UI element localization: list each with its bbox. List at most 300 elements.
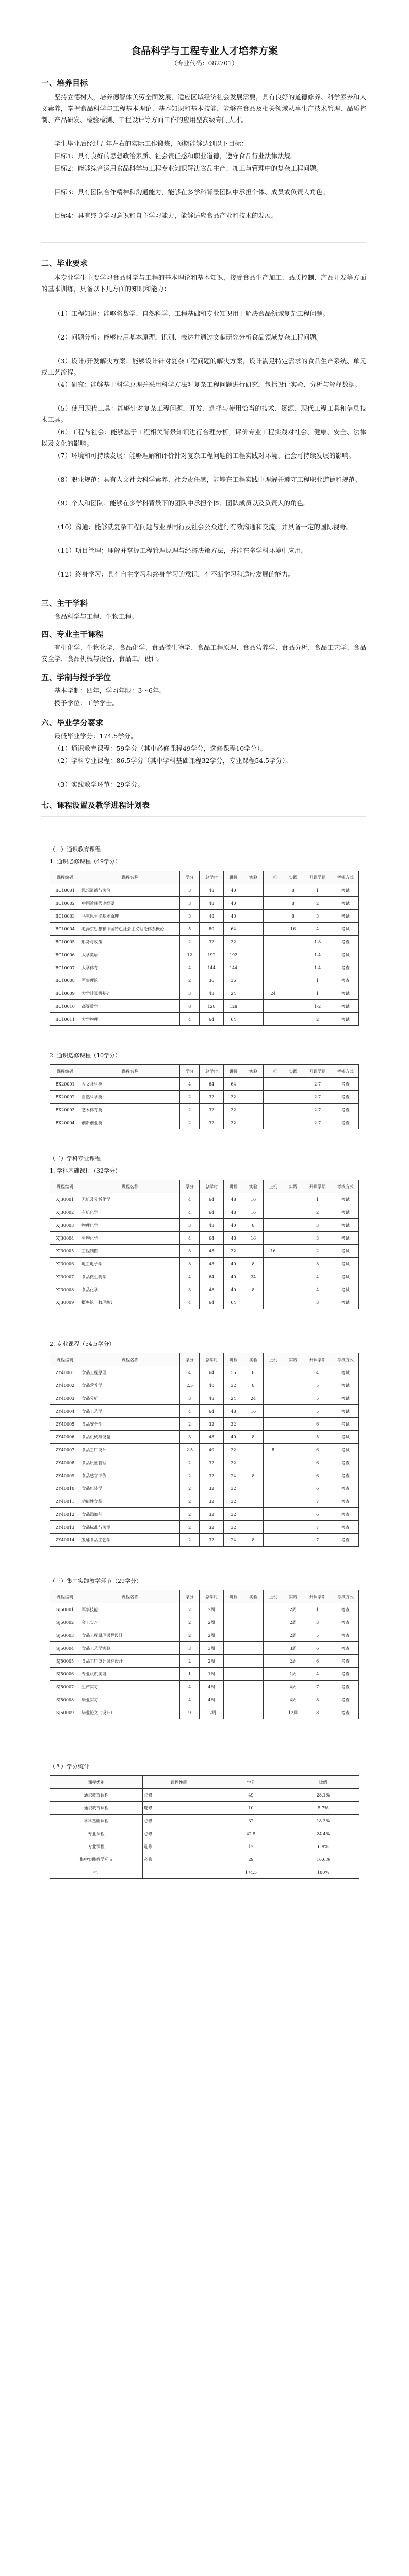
table-cell [283,1418,303,1431]
table-cell: 考试 [332,948,359,961]
table-caption: （三）集中实践教学环节（29学分） [50,1578,142,1584]
table-cell: 48 [200,884,223,897]
column-header: 课程名称 [80,1065,180,1078]
table-cell: 2 [303,897,332,910]
column-header: 学分 [215,1776,287,1789]
table-cell [243,1603,264,1616]
table-cell: 2 [179,1521,200,1534]
table-cell [283,1405,303,1418]
table-cell: 2 [179,1091,200,1104]
table-cell [243,910,264,923]
table-cell: 2周 [283,1616,303,1629]
table-cell: 考试 [332,1270,359,1283]
table-cell: BC10008 [50,974,80,987]
table-cell [263,1270,283,1283]
table-cell: 4 [179,1366,200,1379]
table-cell: 32 [200,1508,223,1521]
table-cell: ZY40011 [50,1495,80,1508]
table-cell: 3 [179,1283,200,1296]
paragraph: （8）职业规范：具有人文社会科学素养、社会责任感，能够在工程实践中理解并遵守工程职业道德和规范。 [54,476,362,483]
table-cell: 专业认识实习 [80,1668,180,1681]
table-cell: 考查 [332,1456,359,1469]
table-cell [243,884,264,897]
table-cell [243,1668,264,1681]
table-cell: 考查 [332,1681,359,1693]
table-cell: SJ50008 [50,1693,80,1706]
table-cell [263,1405,283,1418]
table-cell: BC10006 [50,948,80,961]
table-row [50,1245,359,1258]
course-table [50,1180,359,1309]
table-cell [283,987,303,1000]
table-cell: 9 [179,1706,200,1719]
table-cell: 必修 [143,1815,215,1827]
table-cell: 大学计算机基础 [80,987,180,1000]
table-cell: 4 [179,1206,200,1219]
paragraph: 授予学位：工学学士。 [54,699,119,707]
table-cell [243,1681,264,1693]
table-cell: 1-4 [303,961,332,974]
table-cell [263,1508,283,1521]
table-cell: 考查 [332,1668,359,1681]
table-row [50,1418,359,1431]
table-cell [243,1296,264,1309]
table-cell [283,1283,303,1296]
table-cell: 3 [303,1616,332,1629]
table-cell: 2 [179,1508,200,1521]
table-row [50,1193,359,1206]
table-cell: 128 [200,1000,223,1013]
table-row [50,1668,359,1681]
table-cell: 功能性食品 [80,1495,180,1508]
table-cell: 2 [179,1603,200,1616]
table-cell: 考试 [332,884,359,897]
table-header-row [50,1353,359,1366]
table-cell: XJ30001 [50,1193,80,1206]
table-cell [263,1078,283,1091]
table-cell [243,1104,264,1116]
table-cell: 32 [223,936,243,948]
table-cell: 8 [179,1000,200,1013]
table-cell [243,1706,264,1719]
table-cell [263,1629,283,1642]
table-cell: 64 [200,1366,223,1379]
table-cell: 2-7 [303,1078,332,1091]
table-cell [263,1655,283,1668]
column-header: 总学时 [200,871,223,884]
table-cell: 2 [303,1013,332,1026]
table-cell: 2.5 [179,1444,200,1456]
table-cell: 毕业论文（设计） [80,1706,180,1719]
column-header: 实践 [283,1180,303,1193]
column-header: 实践 [283,1065,303,1078]
table-cell: 16 [243,1405,264,1418]
table-cell: 2 [179,1616,200,1629]
table-cell: 马克思主义基本原理 [80,910,180,923]
table-cell: 4周 [283,1681,303,1693]
table-cell: 32 [223,1521,243,1534]
table-caption: （四）学分统计 [50,1763,89,1770]
table-cell: SJ50002 [50,1616,80,1629]
table-caption: （二）学科专业课程 [50,1155,101,1162]
table-cell: XJ30008 [50,1283,80,1296]
table-cell: SJ50004 [50,1642,80,1655]
table-cell: 24 [223,1392,243,1405]
table-cell: 食品包装学 [80,1482,180,1495]
table-cell: 8 [243,1379,264,1392]
table-cell [243,1693,264,1706]
table-cell: BC10003 [50,910,80,923]
table-row [50,1469,359,1482]
table-header-row [50,1590,359,1603]
paragraph: （4）研究：能够基于科学原理并采用科学方法对复杂工程问题进行研究，包括设计实验、分析与解释数据。 [54,381,362,388]
table-cell: 64 [223,923,243,936]
table-cell: 必修 [143,1827,215,1840]
table-cell: 考试 [332,1193,359,1206]
table-cell: 考试 [332,1392,359,1405]
table-cell: 合计 [50,1866,143,1879]
table-cell: 32 [223,1508,243,1521]
table-cell: 考查 [332,1603,359,1616]
table-cell: 考试 [332,1283,359,1296]
table-cell: 4 [179,1405,200,1418]
table-cell [283,974,303,987]
table-cell: ZY40013 [50,1521,80,1534]
column-header: 上机 [263,1590,283,1603]
table-cell: 32 [200,1495,223,1508]
table-cell: SJ50001 [50,1603,80,1616]
table-cell: ZY40004 [50,1405,80,1418]
table-row [50,1270,359,1283]
table-cell [283,1456,303,1469]
credit-stat-table [50,1775,359,1879]
table-row [50,1853,359,1866]
table-cell: 32 [215,1815,287,1827]
table-cell: 食品工艺学实验 [80,1642,180,1655]
table-cell: 42.5 [215,1827,287,1840]
table-cell [283,1104,303,1116]
column-header: 总学时 [200,1065,223,1078]
table-cell: 2周 [283,1655,303,1668]
table-cell [243,936,264,948]
table-cell: 1 [303,1193,332,1206]
table-cell [243,1655,264,1668]
table-cell: 大学体育 [80,961,180,974]
table-row [50,1655,359,1668]
table-cell: 考试 [332,1418,359,1431]
table-row [50,1866,359,1879]
table-cell [243,948,264,961]
table-cell: 16 [243,1232,264,1245]
column-header: 课程编码 [50,1180,80,1193]
table-cell: 32 [223,1379,243,1392]
table-cell: 2 [179,1655,200,1668]
table-cell: 64 [200,1206,223,1219]
table-row [50,1296,359,1309]
table-cell: 考试 [332,1296,359,1309]
table-cell: 32 [200,1482,223,1495]
table-cell: BC10009 [50,987,80,1000]
table-cell: SJ50005 [50,1655,80,1668]
table-cell: 2 [179,1456,200,1469]
column-header: 讲授 [223,1065,243,1078]
table-cell: 考查 [332,1495,359,1508]
table-row [50,1219,359,1232]
table-row [50,1693,359,1706]
table-cell [243,1521,264,1534]
table-cell: 人文社科类 [80,1078,180,1091]
table-cell: 5.7% [287,1802,359,1815]
column-header: 实践 [283,1590,303,1603]
table-row [50,897,359,910]
table-cell [263,1431,283,1444]
table-cell: 144 [200,961,223,974]
table-cell: 中国近现代史纲要 [80,897,180,910]
table-cell [263,884,283,897]
table-cell: 食品标准与法规 [80,1521,180,1534]
table-cell: XJ30005 [50,1245,80,1258]
table-cell: 必修 [143,1853,215,1866]
table-cell: 2-7 [303,1091,332,1104]
table-cell: 4 [303,923,332,936]
table-cell: 考试 [332,1444,359,1456]
table-cell: 考试 [332,1206,359,1219]
table-cell: 32 [223,1495,243,1508]
table-cell: 16 [243,1206,264,1219]
table-cell: 考试 [332,1379,359,1392]
table-cell: 32 [223,1418,243,1431]
table-cell: 40 [223,910,243,923]
column-header: 考核方式 [332,871,359,884]
column-header: 开课学期 [303,1065,332,1078]
table-cell [263,1642,283,1655]
table-cell: 24 [223,1534,243,1547]
table-cell: 考试 [332,1405,359,1418]
table-cell: ZY40005 [50,1418,80,1431]
table-cell: 军事技能 [80,1603,180,1616]
table-cell: 8 [283,897,303,910]
paragraph: 学生毕业后经过五年左右的实际工作锻炼，预期能够达到以下目标： [54,140,248,147]
table-cell: 48 [200,1258,223,1270]
table-cell: 32 [200,1116,223,1129]
table-row [50,1681,359,1693]
table-row [50,1232,359,1245]
table-cell [223,1655,243,1668]
table-cell: 2周 [283,1629,303,1642]
section-heading-3: 三、主干学科 [41,599,88,608]
table-cell: 考查 [332,1693,359,1706]
table-cell: 考查 [332,1078,359,1091]
table-cell [263,1116,283,1129]
column-header: 总学时 [200,1590,223,1603]
table-cell [283,1366,303,1379]
section-heading-2: 二、毕业要求 [41,259,88,268]
table-cell: 3 [179,1219,200,1232]
column-header: 实践 [283,1353,303,1366]
table-cell: 专业课程 [50,1827,143,1840]
table-cell: 40 [223,1431,243,1444]
column-header: 实践 [283,871,303,884]
table-cell: 食品微生物学 [80,1270,180,1283]
column-header: 讲授 [223,1590,243,1603]
paragraph: 目标3：具有团队合作精神和沟通能力，能够在多学科背景团队中承担个体、成员或负责人角色。 [54,188,329,196]
table-header-row [50,871,359,884]
table-cell: 6 [303,1469,332,1482]
table-row [50,1078,359,1091]
table-cell: 12周 [200,1706,223,1719]
table-cell [263,948,283,961]
paragraph: （9）个人和团队：能够在多学科背景下的团队中承担个体、团队成员以及负责人的角色。 [54,499,310,507]
table-cell: 考试 [332,1245,359,1258]
table-cell [243,1091,264,1104]
paragraph: 最低毕业学分：174.5学分。 [54,732,137,740]
table-cell [263,897,283,910]
paragraph: 基本学制：四年，学习年限：3～6年。 [54,687,166,694]
table-cell [283,1482,303,1495]
table-caption: 1. 通识必修课程（49学分） [50,858,121,865]
table-cell [243,1642,264,1655]
table-cell [263,923,283,936]
table-cell: 考试 [332,1258,359,1270]
table-cell: 8 [243,1258,264,1270]
table-cell: 考试 [332,1000,359,1013]
column-header: 开课学期 [303,1180,332,1193]
table-caption: 2. 专业课程（54.5学分） [50,1341,115,1347]
table-cell: 32 [223,1482,243,1495]
table-row [50,1013,359,1026]
table-cell: 2周 [200,1629,223,1642]
table-cell [283,1270,303,1283]
table-cell: 48 [200,910,223,923]
column-header: 学分 [179,1353,200,1366]
table-cell: 48 [200,897,223,910]
table-cell: 毕业实习 [80,1693,180,1706]
table-cell: 2 [303,1245,332,1258]
table-cell: 32 [200,1104,223,1116]
table-cell: 3 [179,884,200,897]
table-cell: 2-7 [303,1104,332,1116]
section-heading-5: 五、学制与授予学位 [41,673,111,682]
table-cell: XJ30007 [50,1270,80,1283]
table-cell: ZY40014 [50,1534,80,1547]
table-cell: 5 [303,1379,332,1392]
table-row [50,884,359,897]
table-cell: 食品化学 [80,1283,180,1296]
table-row [50,1508,359,1521]
table-cell: 40 [200,1379,223,1392]
table-cell: 24 [243,1392,264,1405]
table-cell: 2 [179,1495,200,1508]
table-cell: 64 [223,1296,243,1309]
table-cell: 2-7 [303,1116,332,1129]
table-cell: 4 [179,1078,200,1091]
table-cell: 2周 [200,1616,223,1629]
table-cell: 32 [200,1521,223,1534]
column-header: 学分 [179,1590,200,1603]
table-cell: 4 [179,961,200,974]
table-cell: 大学物理 [80,1013,180,1026]
table-cell: ZY40010 [50,1482,80,1495]
column-header: 课程编码 [50,1353,80,1366]
table-cell: 8 [303,1693,332,1706]
table-cell: 考查 [332,1116,359,1129]
table-row [50,1366,359,1379]
section-heading-4: 四、专业主干课程 [41,630,104,639]
column-header: 课程编码 [50,1065,80,1078]
table-cell: BC10004 [50,923,80,936]
table-cell: 4 [179,1296,200,1309]
column-header: 考核方式 [332,1353,359,1366]
table-cell [263,1456,283,1469]
column-header: 上机 [263,1180,283,1193]
table-cell: 军事理论 [80,974,180,987]
table-cell: 8 [283,910,303,923]
table-cell: 128 [223,1000,243,1013]
table-cell: 49 [215,1789,287,1802]
table-cell: 48 [200,1392,223,1405]
table-cell: 40 [223,1270,243,1283]
table-cell: 3 [303,1258,332,1270]
table-cell [283,1091,303,1104]
table-cell: 工程制图 [80,1245,180,1258]
table-cell: 毛泽东思想和中国特色社会主义理论体系概论 [80,923,180,936]
table-cell [243,1000,264,1013]
table-cell: XJ30009 [50,1296,80,1309]
table-cell [263,1681,283,1693]
table-row [50,1629,359,1642]
table-cell: ZY40007 [50,1444,80,1456]
table-cell: BC10011 [50,1013,80,1026]
table-cell: ZY40008 [50,1456,80,1469]
table-cell: 40 [200,1444,223,1456]
column-header: 讲授 [223,1180,243,1193]
table-cell: 3 [303,1219,332,1232]
table-cell [283,1258,303,1270]
table-cell: 3 [303,910,332,923]
table-cell [263,1206,283,1219]
table-cell: 考试 [332,910,359,923]
table-cell: 7 [303,1495,332,1508]
table-cell: 8 [243,1534,264,1547]
table-cell: 24 [263,987,283,1000]
table-cell: 3 [303,1296,332,1309]
table-row [50,948,359,961]
table-cell: 考查 [332,1655,359,1668]
table-cell: 8 [243,1469,264,1482]
table-row [50,1789,359,1802]
table-cell: 3 [179,910,200,923]
table-cell: 5 [303,1629,332,1642]
table-cell [283,1392,303,1405]
table-cell: 192 [223,948,243,961]
table-cell [283,948,303,961]
table-cell: 1-2 [303,1000,332,1013]
table-cell: 考查 [332,1521,359,1534]
table-row [50,1706,359,1719]
course-table [50,1590,359,1719]
table-cell: 24 [223,1469,243,1482]
table-cell: 食品添加剂 [80,1508,180,1521]
table-cell: 100% [287,1866,359,1879]
column-header: 考核方式 [332,1590,359,1603]
table-cell [263,1193,283,1206]
table-cell [243,1078,264,1091]
table-cell: 食品感官评价 [80,1469,180,1482]
table-cell [263,1258,283,1270]
table-cell: 64 [200,1193,223,1206]
page-subtitle: （专业代码：082701） [171,60,238,67]
table-cell [223,1706,243,1719]
